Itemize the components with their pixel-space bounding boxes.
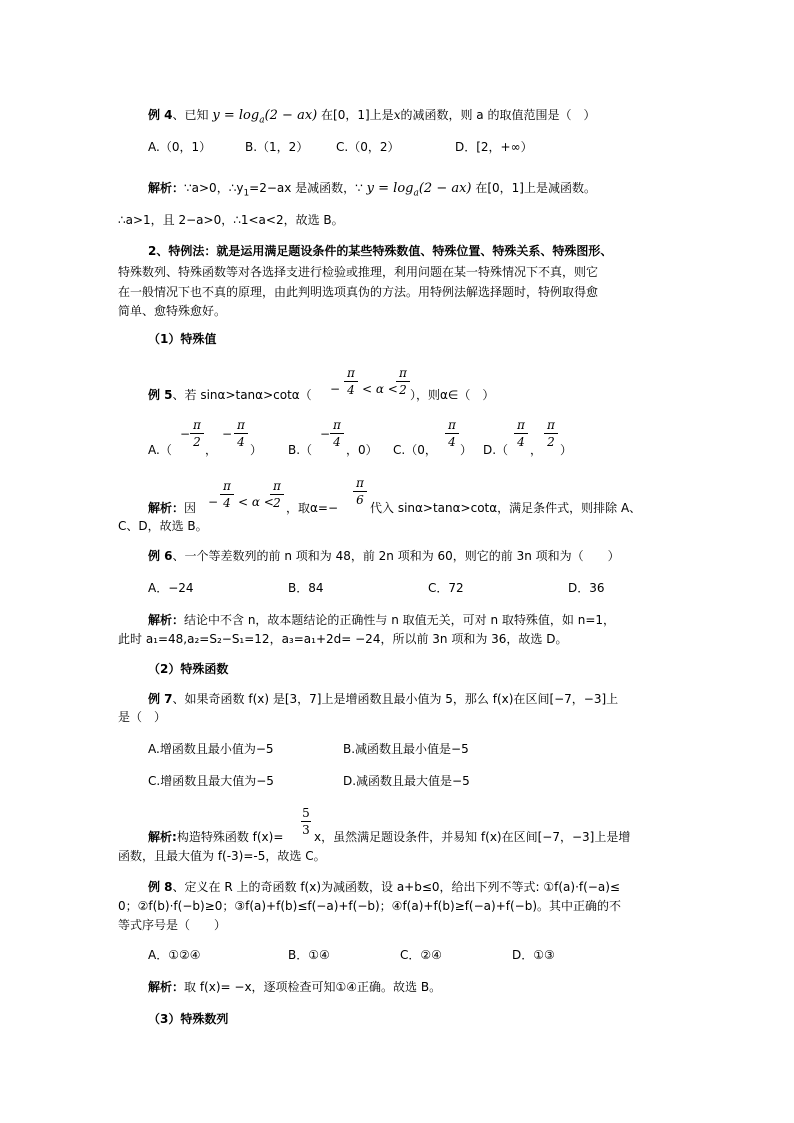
method-2-line3: 在一般情况下也不真的原理，由此判明选项真伪的方法。用特例法解选择题时，特例取得愈: [118, 285, 599, 299]
example-8-option-d: D．①③: [512, 948, 555, 962]
example-6-option-b: B．84: [288, 581, 324, 595]
example-8-question: 例 8、定义在 R 上的奇函数 f(x)为减函数，设 a+b≤0，给出下列不等式: ①f(a)·f(−a)≤: [148, 880, 620, 894]
fraction-pi-over-4: π 4: [514, 418, 528, 449]
solution-label: 解析：: [148, 613, 185, 627]
paren: ）: [460, 443, 473, 457]
method-2-line4: 简单、愈特殊愈好。: [118, 304, 227, 318]
example-5-solution: 解析：因: [148, 501, 197, 515]
example-4-question: [148, 107, 595, 129]
fraction-pi-over-4: π 4: [220, 479, 234, 510]
example-6-option-c: C．72: [428, 581, 464, 595]
minus-sign: −: [180, 427, 191, 441]
example-4-option-c: C.（0，2）: [336, 140, 400, 154]
paren: ，0）: [346, 443, 378, 457]
solution-label: 解析：: [148, 501, 185, 515]
example-4-option-b: B.（1，2）: [245, 140, 309, 154]
section-heading-special-value: （1）特殊值: [148, 332, 217, 346]
example-5-option-d: D.（: [483, 443, 509, 457]
question-text: 的减函数，则 a 的取值范围是（ ）: [400, 108, 596, 122]
log-formula: $y = \log_a(2 - ax)$: [366, 181, 472, 199]
example-8-option-b: B．①④: [288, 948, 330, 962]
example-7-option-c: C.增函数且最大值为−5: [148, 774, 274, 788]
solution-text: x，虽然满足题设条件，并易知 f(x)在区间[−7，−3]上是增: [314, 830, 631, 844]
example-label: 例 6: [148, 549, 173, 563]
example-4-option-a: A.（0，1）: [148, 140, 212, 154]
example-8-option-a: A．①②④: [148, 948, 201, 962]
example-7-solution: 解析:构造特殊函数 f(x)=: [148, 830, 284, 844]
question-text: 、已知: [172, 108, 209, 122]
example-7-solution-line2: 函数，且最大值为 f(-3)=-5，故选 C。: [118, 849, 326, 863]
example-6-question: 例 6、一个等差数列的前 n 项和为 48，前 2n 项和为 60，则它的前 3n 项和为（ ）: [148, 549, 620, 563]
solution-text: ，取α=−: [286, 501, 339, 515]
example-5-option-c: C.（0，: [393, 443, 437, 457]
variable-x: x: [393, 108, 401, 122]
example-6-option-d: D．36: [568, 581, 605, 595]
example-4-solution: 解析：∵a>0，$\therefore y_1=2-ax$ 是减函数，∵ $y = \log_a(2 - ax)$ 在[0，1]上是减函数。: [148, 181, 596, 199]
example-6-solution-line2: 此时 a₁=48,a₂=S₂−S₁=12，a₃=a₁+2d= −24，所以前 3n 项和为 36，故选 D。: [118, 632, 568, 646]
example-7-question: 例 7、如果奇函数 f(x) 是[3，7]上是增函数且最小值为 5，那么 f(x)在区间[−7，−3]上: [148, 692, 619, 706]
inequality: < α <: [362, 382, 398, 396]
fraction-pi-over-2: π 2: [396, 366, 410, 397]
example-8-option-c: C．②④: [400, 948, 442, 962]
minus-sign: −: [222, 427, 233, 441]
minus-sign: −: [320, 427, 331, 441]
inequality: < α <: [238, 495, 274, 509]
example-4-solution-line2: ∴a>1，且 2−a>0，∴1<a<2，故选 B。: [118, 213, 344, 227]
fraction-pi-over-2: π 2: [270, 479, 284, 510]
example-5-option-a: A.（: [148, 443, 172, 457]
example-label: 例 5: [148, 388, 173, 402]
question-text: ），则α∈（ ）: [410, 388, 495, 402]
solution-text: 代入 sinα>tanα>cotα，满足条件式，则排除 A、: [370, 501, 642, 515]
example-label: 例 4: [148, 108, 173, 122]
log-formula: $y = \log_a(2 - ax)$: [212, 108, 318, 126]
fraction-pi-over-6: π 6: [353, 476, 367, 507]
fraction-pi-over-4: π 4: [445, 418, 459, 449]
question-text: 在[0，1]上是: [321, 108, 394, 122]
example-7-option-d: D.减函数且最大值是−5: [343, 774, 470, 788]
solution-label: 解析：: [148, 181, 185, 195]
section-heading-special-function: （2）特殊函数: [148, 662, 229, 676]
minus-sign: −: [208, 495, 219, 509]
example-label: 例 8: [148, 880, 173, 894]
section-heading-special-sequence: （3）特殊数列: [148, 1012, 229, 1026]
example-7-option-b: B.减函数且最小值是−5: [343, 742, 469, 756]
separator: ，: [205, 443, 218, 457]
alpha-range: −: [330, 382, 341, 396]
example-5-option-b: B.（: [288, 443, 313, 457]
fraction-pi-over-4: π 4: [234, 418, 248, 449]
fraction-pi-over-2: π 2: [544, 418, 558, 449]
fraction-pi-over-4: π 4: [344, 366, 358, 397]
paren: ）: [560, 443, 573, 457]
example-8-question-line3: 等式序号是（ ）: [118, 918, 227, 932]
example-label: 例 7: [148, 692, 173, 706]
example-6-solution: 解析：结论中不含 n，故本题结论的正确性与 n 取值无关，可对 n 取特殊值，如 n=1，: [148, 613, 616, 627]
solution-label: 解析：: [148, 980, 185, 994]
method-2-line1: 2、特例法：就是运用满足题设条件的某些特殊数值、特殊位置、特殊关系、特殊图形、: [148, 244, 613, 258]
method-2-line2: 特殊数列、特殊函数等对各选择支进行检验或推理，利用问题在某一特殊情况下不真，则它: [118, 265, 599, 279]
example-7-option-a: A.增函数且最小值为−5: [148, 742, 274, 756]
example-8-solution: 解析：取 f(x)= −x，逐项检查可知①④正确。故选 B。: [148, 980, 442, 994]
fraction-5-over-3: 5 3: [302, 806, 310, 837]
example-4-option-d: D．[2，+∞）: [455, 140, 533, 154]
example-6-option-a: A．−24: [148, 581, 194, 595]
separator: ，: [530, 443, 543, 457]
paren: ）: [250, 443, 263, 457]
example-7-question-line2: 是（ ）: [118, 710, 167, 724]
solution-label: 解析:: [148, 830, 177, 844]
fraction-pi-over-2: π 2: [190, 418, 204, 449]
fraction-pi-over-4: π 4: [330, 418, 344, 449]
example-5-solution-line2: C、D，故选 B。: [118, 519, 208, 533]
example-8-question-line2: 0；②f(b)·f(−b)≥0；③f(a)+f(b)≤f(−a)+f(−b)；④f(a)+f(b)≥f(−a)+f(−b)。其中正确的不: [118, 899, 622, 913]
example-5-question: 例 5、若 sinα>tanα>cotα（: [148, 388, 312, 402]
